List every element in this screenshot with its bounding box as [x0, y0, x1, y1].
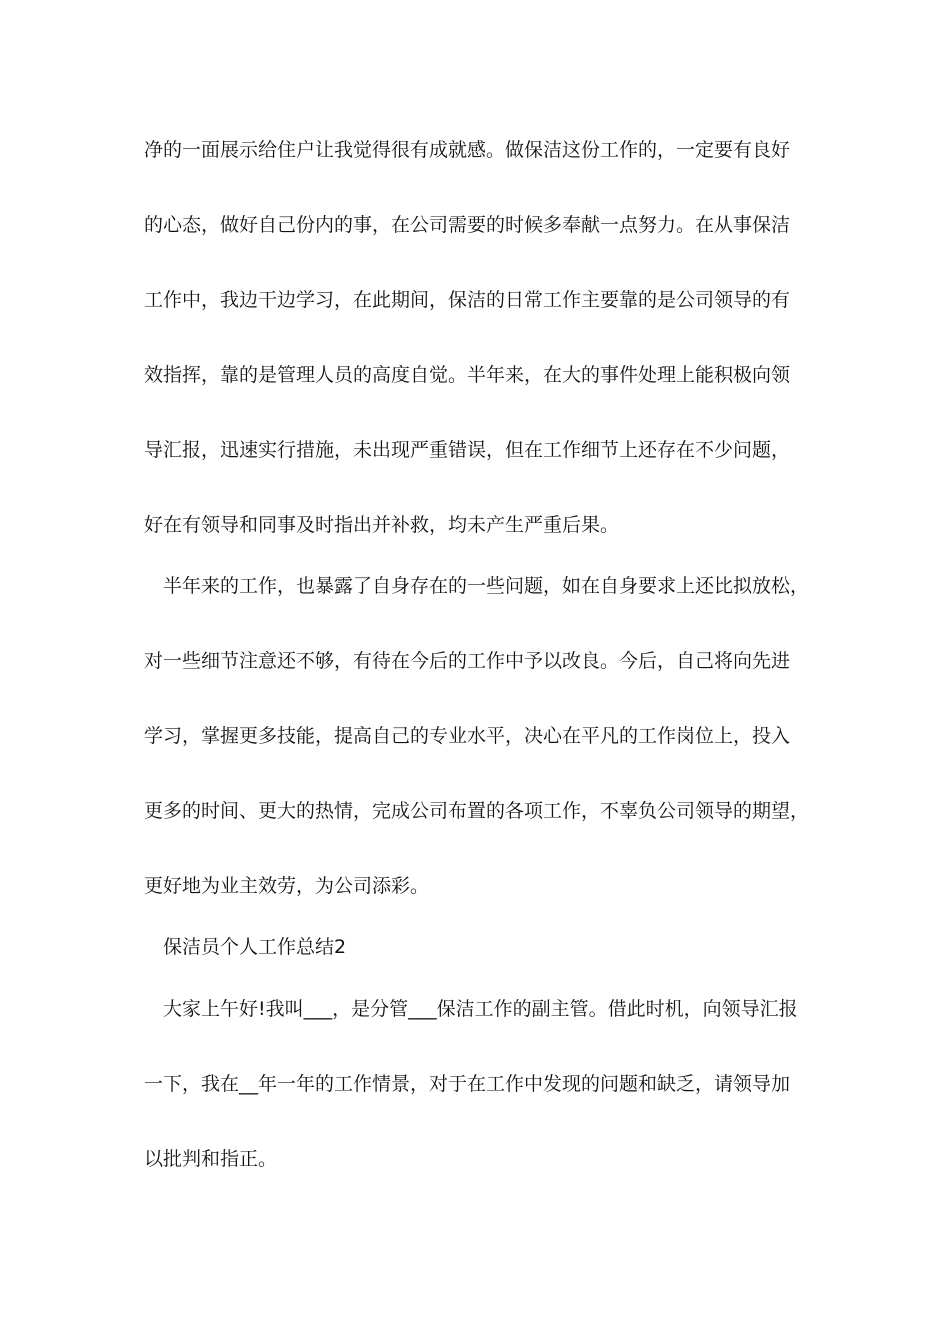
- paragraph-line: 半年来的工作，也暴露了自身存在的一些问题，如在自身要求上还比拟放松，: [163, 575, 810, 597]
- paragraph-line: 的心态，做好自己份内的事，在公司需要的时候多奉献一点努力。在从事保洁: [144, 214, 791, 236]
- section-heading: 保洁员个人工作总结2: [163, 936, 347, 958]
- paragraph-line: 更多的时间、更大的热情，完成公司布置的各项工作，不辜负公司领导的期望，: [144, 800, 810, 822]
- paragraph-line: 一下，我在__年一年的工作情景，对于在工作中发现的问题和缺乏，请领导加: [144, 1073, 791, 1095]
- paragraph-line: 大家上午好!我叫___，是分管___保洁工作的副主管。借此时机，向领导汇报: [163, 998, 798, 1020]
- paragraph-line: 工作中，我边干边学习，在此期间，保洁的日常工作主要靠的是公司领导的有: [144, 289, 791, 311]
- paragraph-line: 导汇报，迅速实行措施，未出现严重错误，但在工作细节上还存在不少问题，: [144, 439, 791, 461]
- paragraph-line: 净的一面展示给住户让我觉得很有成就感。做保洁这份工作的，一定要有良好: [144, 139, 791, 161]
- paragraph-line: 以批判和指正。: [144, 1148, 278, 1170]
- paragraph-line: 更好地为业主效劳，为公司添彩。: [144, 875, 430, 897]
- paragraph-line: 对一些细节注意还不够，有待在今后的工作中予以改良。今后，自己将向先进: [144, 650, 791, 672]
- paragraph-line: 效指挥，靠的是管理人员的高度自觉。半年来，在大的事件处理上能积极向领: [144, 364, 791, 386]
- paragraph-line: 学习，掌握更多技能，提高自己的专业水平，决心在平凡的工作岗位上，投入: [144, 725, 791, 747]
- paragraph-line: 好在有领导和同事及时指出并补救，均未产生严重后果。: [144, 514, 620, 536]
